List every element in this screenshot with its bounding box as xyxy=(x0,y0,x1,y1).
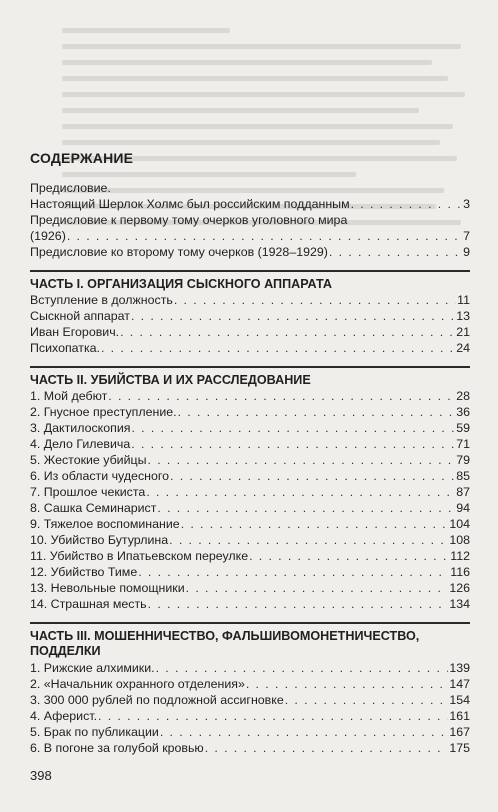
dot-leader xyxy=(169,533,448,547)
toc-entry[interactable] xyxy=(30,309,470,323)
toc-entry[interactable] xyxy=(30,501,470,515)
entry-title: Психопатка. xyxy=(30,341,100,355)
toc-entry[interactable] xyxy=(30,725,470,739)
dot-leader xyxy=(120,325,455,339)
toc-entry[interactable] xyxy=(30,565,470,579)
entry-page: 7 xyxy=(463,229,470,243)
entry-title: 5. Жестокие убийцы xyxy=(30,453,147,467)
toc-entry[interactable] xyxy=(30,437,470,451)
entry-page: 59 xyxy=(456,421,470,435)
toc-entry[interactable] xyxy=(30,677,470,691)
toc-entry[interactable] xyxy=(30,293,470,307)
dot-leader xyxy=(101,341,455,355)
dot-leader xyxy=(246,677,448,691)
toc-entry[interactable] xyxy=(30,693,470,707)
entry-title: 2. «Начальник охранного отделения» xyxy=(30,677,245,691)
entry-page: 112 xyxy=(450,549,470,563)
entry-page: 85 xyxy=(456,469,470,483)
entry-title: Настоящий Шерлок Холмс был российским подданным xyxy=(30,197,350,211)
entry-page: 154 xyxy=(449,693,470,707)
entry-title: 1. Рижские алхимики. xyxy=(30,661,155,675)
entry-page: 175 xyxy=(449,741,470,755)
entry-page: 139 xyxy=(449,661,470,675)
entry-page: 28 xyxy=(456,389,470,403)
part-1-title: ЧАСТЬ I. ОРГАНИЗАЦИЯ СЫСКНОГО АППАРАТА xyxy=(30,277,332,291)
entry-title: Иван Егорович. xyxy=(30,325,120,339)
dot-leader xyxy=(351,197,462,211)
entry-title: 6. Из области чудесного xyxy=(30,469,170,483)
dot-leader xyxy=(186,581,449,595)
entry-title: Предисловие ко второму тому очерков (1928–1929) xyxy=(30,245,328,259)
toc-entry-front-1[interactable] xyxy=(30,197,470,211)
part-3-title-line2: ПОДДЕЛКИ xyxy=(30,644,101,658)
toc-entry[interactable] xyxy=(30,453,470,467)
toc-entry-front-2[interactable] xyxy=(30,213,470,227)
entry-page: 108 xyxy=(449,533,470,547)
toc-entry[interactable] xyxy=(30,341,470,355)
toc-entry[interactable] xyxy=(30,741,470,755)
toc-entry[interactable] xyxy=(30,421,470,435)
section-rule xyxy=(30,270,470,272)
entry-title: 9. Тяжелое воспоминание xyxy=(30,517,180,531)
dot-leader xyxy=(285,693,449,707)
entry-page: 126 xyxy=(449,581,470,595)
part-3-title-line1: ЧАСТЬ III. МОШЕННИЧЕСТВО, ФАЛЬШИВОМОНЕТНИЧЕСТВО, xyxy=(30,629,420,643)
entry-page: 3 xyxy=(463,197,470,211)
toc-entry-front-3[interactable] xyxy=(30,229,470,243)
entry-page: 104 xyxy=(449,517,470,531)
page-number: 398 xyxy=(30,768,52,783)
dot-leader xyxy=(131,309,455,323)
toc-entry-front-0[interactable] xyxy=(30,181,470,195)
toc-entry[interactable] xyxy=(30,549,470,563)
entry-page: 36 xyxy=(456,405,470,419)
entry-page: 13 xyxy=(456,309,470,323)
entry-page: 21 xyxy=(456,325,470,339)
dot-leader xyxy=(181,517,449,531)
entry-title: 10. Убийство Бутурлина xyxy=(30,533,169,547)
entry-page: 116 xyxy=(450,565,470,579)
section-rule xyxy=(30,622,470,624)
dot-leader xyxy=(329,245,462,259)
entry-title: Предисловие к первому тому очерков уголовного мира xyxy=(30,213,348,227)
toc-entry[interactable] xyxy=(30,533,470,547)
entry-title: 1. Мой дебют xyxy=(30,389,108,403)
entry-title: 13. Невольные помощники xyxy=(30,581,185,595)
entry-title: 12. Убийство Тиме xyxy=(30,565,138,579)
entry-title: 4. Аферист. xyxy=(30,709,98,723)
toc-entry[interactable] xyxy=(30,325,470,339)
dot-leader xyxy=(156,661,449,675)
entry-page: 24 xyxy=(456,341,470,355)
entry-title: Сыскной аппарат xyxy=(30,309,130,323)
entry-title: Предисловие. xyxy=(30,181,111,195)
dot-leader xyxy=(131,437,455,451)
entry-title: 3. 300 000 рублей по подложной ассигновке xyxy=(30,693,284,707)
entry-title: 8. Сашка Семинарист xyxy=(30,501,157,515)
section-rule xyxy=(30,366,470,368)
toc-entry[interactable] xyxy=(30,597,470,611)
entry-title: 11. Убийство в Ипатьевском переулке xyxy=(30,549,249,563)
entry-page: 11 xyxy=(457,293,470,307)
entry-title: 6. В погоне за голубой кровью xyxy=(30,741,204,755)
dot-leader xyxy=(170,469,455,483)
dot-leader xyxy=(148,597,449,611)
entry-title: 14. Страшная месть xyxy=(30,597,147,611)
dot-leader xyxy=(178,405,456,419)
toc-entry[interactable] xyxy=(30,581,470,595)
entry-page: 9 xyxy=(463,245,470,259)
entry-title: 7. Прошлое чекиста xyxy=(30,485,146,499)
dot-leader xyxy=(108,389,455,403)
dot-leader xyxy=(146,485,455,499)
entry-title: 2. Гнусное преступление. xyxy=(30,405,177,419)
entry-page: 87 xyxy=(456,485,470,499)
entry-page: 94 xyxy=(456,501,470,515)
dot-leader xyxy=(148,453,456,467)
entry-page: 79 xyxy=(456,453,470,467)
toc-entry[interactable] xyxy=(30,661,470,675)
dot-leader xyxy=(98,709,448,723)
toc-entry-front-4[interactable] xyxy=(30,245,470,259)
entry-title: 3. Дактилоскопия xyxy=(30,421,131,435)
dot-leader xyxy=(131,421,455,435)
toc-entry[interactable] xyxy=(30,469,470,483)
part-2-title: ЧАСТЬ II. УБИЙСТВА И ИХ РАССЛЕДОВАНИЕ xyxy=(30,373,311,387)
toc-entry[interactable] xyxy=(30,389,470,403)
entry-page: 71 xyxy=(456,437,470,451)
toc-entry[interactable] xyxy=(30,709,470,723)
toc-heading: СОДЕРЖАНИЕ xyxy=(30,150,134,166)
dot-leader xyxy=(160,725,448,739)
entry-page: 134 xyxy=(449,597,470,611)
dot-leader xyxy=(67,229,462,243)
dot-leader xyxy=(249,549,449,563)
entry-title: Вступление в должность xyxy=(30,293,173,307)
entry-title: (1926) xyxy=(30,229,66,243)
dot-leader xyxy=(205,741,449,755)
dot-leader xyxy=(157,501,455,515)
toc-entry[interactable] xyxy=(30,485,470,499)
toc-entry[interactable] xyxy=(30,405,470,419)
dot-leader xyxy=(138,565,449,579)
entry-page: 161 xyxy=(449,709,470,723)
entry-page: 167 xyxy=(449,725,470,739)
entry-title: 5. Брак по публикации xyxy=(30,725,159,739)
toc-entry[interactable] xyxy=(30,517,470,531)
entry-title: 4. Дело Гилевича xyxy=(30,437,131,451)
entry-page: 147 xyxy=(449,677,470,691)
dot-leader xyxy=(174,293,456,307)
